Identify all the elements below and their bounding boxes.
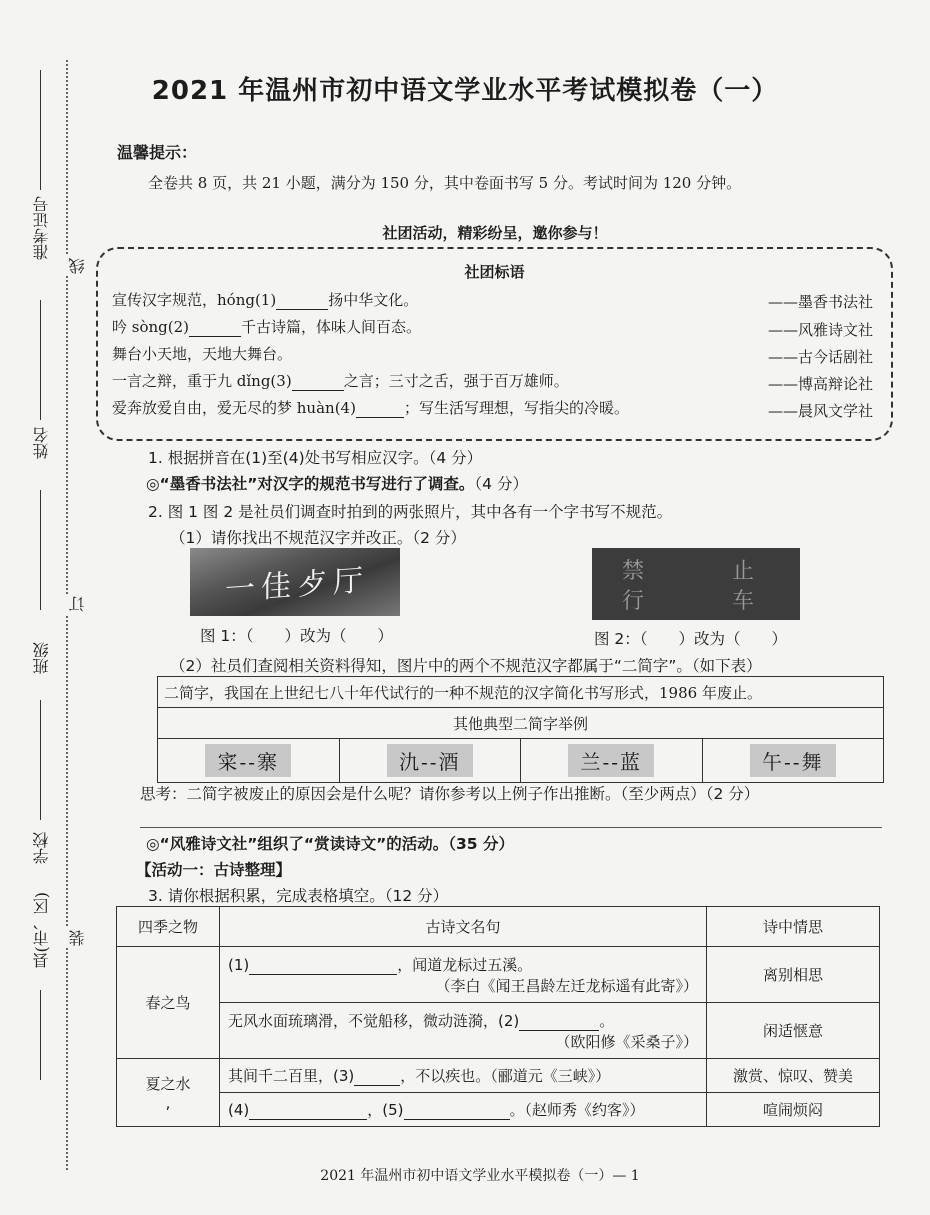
poetry-table [116,906,880,1127]
erjian-table [157,676,884,783]
poem-row-2 [220,1003,707,1059]
club-3: ——古今话剧社 [767,348,873,366]
poem-row-3-text-a: 其间千二百里，(3) [228,1067,355,1085]
erjian-example-cell-3 [521,739,703,783]
blank-poem-5[interactable] [404,1119,510,1120]
section-moxiang-text: ◎“墨香书法社”对汉字的规范书写进行了调查。 [146,475,475,493]
slogan-line-4 [112,370,569,391]
poem-row-4-num-b: ，(5) [367,1101,404,1119]
blank-poem-4[interactable] [249,1119,367,1120]
club-4: ——博高辩论社 [767,375,873,393]
club-1: ——墨香书法社 [767,293,873,311]
erjian-example-3: 兰--蓝 [568,744,654,777]
poem-row-1-line [228,954,698,975]
figure-2-char-c: 行 [622,589,645,614]
name-underline [40,300,41,420]
slogan-5-text-b: ；写生活写理想，写指尖的冷暖。 [403,399,629,417]
section-fengya: ◎“风雅诗文社”组织了“赏读诗文”的活动。（35 分） [146,835,514,853]
erjian-example-1: 寀--寨 [205,744,291,777]
section-moxiang [146,472,528,494]
question-2-2: （2）社员们查阅相关资料得知，图片中的两个不规范汉字都属于“二简字”。（如下表） [170,657,762,675]
erjian-example-4: 午--舞 [750,744,836,777]
figure-1-sign-text: 一佳歺厅 [225,562,369,609]
poem-row-2-source: （欧阳修《采桑子》） [555,1032,698,1051]
county-label: 县(市、区) [32,892,51,969]
emotion-row-3: 激赏、惊叹、赞美 [707,1059,880,1093]
slogan-line-5 [112,397,629,418]
poem-row-1-text: ，闻道龙标过五溪。 [397,955,533,974]
figure-2-photo [592,548,800,620]
question-2-1: （1）请你找出不规范汉字并改正。（2 分） [170,529,466,547]
class-underline [40,490,41,610]
row-summer-cell [117,1059,220,1127]
binding-ding-mark: 订 [68,596,87,612]
slogan-1-text-b: 扬中华文化。 [328,291,419,309]
tips-heading: 温馨提示： [117,143,198,162]
exam-title: 2021 年温州市初中语文学业水平考试模拟卷（一） [151,76,779,106]
figure-2-char-b: 止 [732,559,755,584]
poem-row-1-source: （李白《闻王昌龄左迁龙标遥有此寄》） [435,976,698,995]
figure-1-photo [190,548,400,616]
row-summer-mark: , [165,1094,171,1112]
row-summer: 夏之水 [145,1075,191,1093]
erjian-example-2: 氿--酒 [387,744,473,777]
question-1: 1. 根据拼音在(1)至(4)处书写相应汉字。（4 分） [148,449,483,467]
figure-2-char-d: 车 [732,589,755,614]
slogan-4-text-b: 之言；三寸之舌，强于百万雄师。 [343,372,569,390]
header-poem: 古诗文名句 [220,907,707,947]
club-heading: 社团活动，精彩纷呈，邀你参与！ [382,224,608,242]
blank-poem-1[interactable] [249,974,397,975]
poem-row-1 [220,947,707,1003]
answer-line[interactable] [140,827,882,828]
slogan-line-1 [112,289,418,310]
emotion-row-4: 喧闹烦闷 [707,1093,880,1127]
slogan-title: 社团标语 [464,263,525,281]
think-question: 思考：二简字被废止的原因会是什么呢？请你参考以上例子作出推断。（至少两点）（2 分） [140,785,760,803]
slogan-box [96,247,893,441]
school-underline [40,700,41,820]
binding-zhuang-mark: 装 [68,930,87,946]
header-season: 四季之物 [117,907,220,947]
erjian-example-cell-1 [158,739,340,783]
poem-row-2-text-a: 无风水面琉璃滑，不觉船移，微动涟漪，(2) [228,1011,520,1030]
blank-1[interactable] [276,309,328,310]
section-moxiang-score: （4 分） [474,475,528,493]
header-emotion: 诗中情思 [707,907,880,947]
name-label: 姓名 [32,427,51,459]
poem-row-2-text-b: 。 [599,1011,615,1030]
ticket-label: 准考证号 [32,196,51,260]
club-2: ——风雅诗文社 [767,321,873,339]
figure-2-char-a: 禁 [622,559,645,584]
class-label: 班级 [32,642,51,674]
poem-row-3 [220,1059,707,1093]
erjian-example-cell-4 [702,739,884,783]
blank-3[interactable] [292,390,344,391]
school-label: 学校 [32,832,51,864]
row-spring: 春之鸟 [117,947,220,1059]
slogan-2-text-b: 千古诗篇，体味人间百态。 [241,318,422,336]
club-5: ——晨风文学社 [767,402,873,420]
poem-row-4 [220,1093,707,1127]
figure-2-answer[interactable]: 图 2：（ ）改为（ ） [594,630,788,648]
blank-poem-3[interactable] [354,1085,400,1086]
slogan-line-3: 舞台小天地，天地大舞台。 [112,345,293,363]
blank-2[interactable] [189,336,241,337]
county-underline [40,990,41,1080]
question-3: 3. 请你根据积累，完成表格填空。（12 分） [148,887,449,905]
activity-1-heading: 【活动一：古诗整理】 [136,861,292,879]
slogan-4-text-a: 一言之辩，重于九 dǐng(3) [112,372,292,390]
question-2: 2. 图 1 图 2 是社员们调查时拍到的两张照片，其中各有一个字书写不规范。 [148,503,673,521]
slogan-2-text-a: 吟 sòng(2) [112,318,190,336]
erjian-examples-heading: 其他典型二简字举例 [158,708,884,739]
poem-row-2-line [228,1010,698,1031]
poem-row-3-text-b: ，不以疾也。（郦道元《三峡》） [400,1067,611,1085]
tips-body: 全卷共 8 页，共 21 小题，满分为 150 分，其中卷面书写 5 分。考试时间为 120 分钟。 [148,174,742,192]
slogan-line-2 [112,316,421,337]
emotion-row-1: 离别相思 [707,947,880,1003]
slogan-1-text-a: 宣传汉字规范，hóng(1) [112,291,277,309]
poem-row-4-num-a: (4) [228,1101,250,1119]
slogan-5-text-a: 爱奔放爱自由，爱无尽的梦 huàn(4) [112,399,356,417]
poem-row-4-source: 。（赵师秀《约客》） [509,1101,645,1119]
erjian-example-cell-2 [339,739,521,783]
page-footer: 2021 年温州市初中语文学业水平模拟卷（一）— 1 [320,1168,640,1184]
figure-1-answer[interactable]: 图 1：（ ）改为（ ） [200,627,394,645]
emotion-row-2: 闲适惬意 [707,1003,880,1059]
blank-4[interactable] [356,417,404,418]
binding-line-mark: 线 [68,258,87,274]
erjian-definition: 二简字，我国在上世纪七八十年代试行的一种不规范的汉字简化书写形式，1986 年废止。 [158,677,884,708]
poem-row-1-num: (1) [228,955,250,974]
